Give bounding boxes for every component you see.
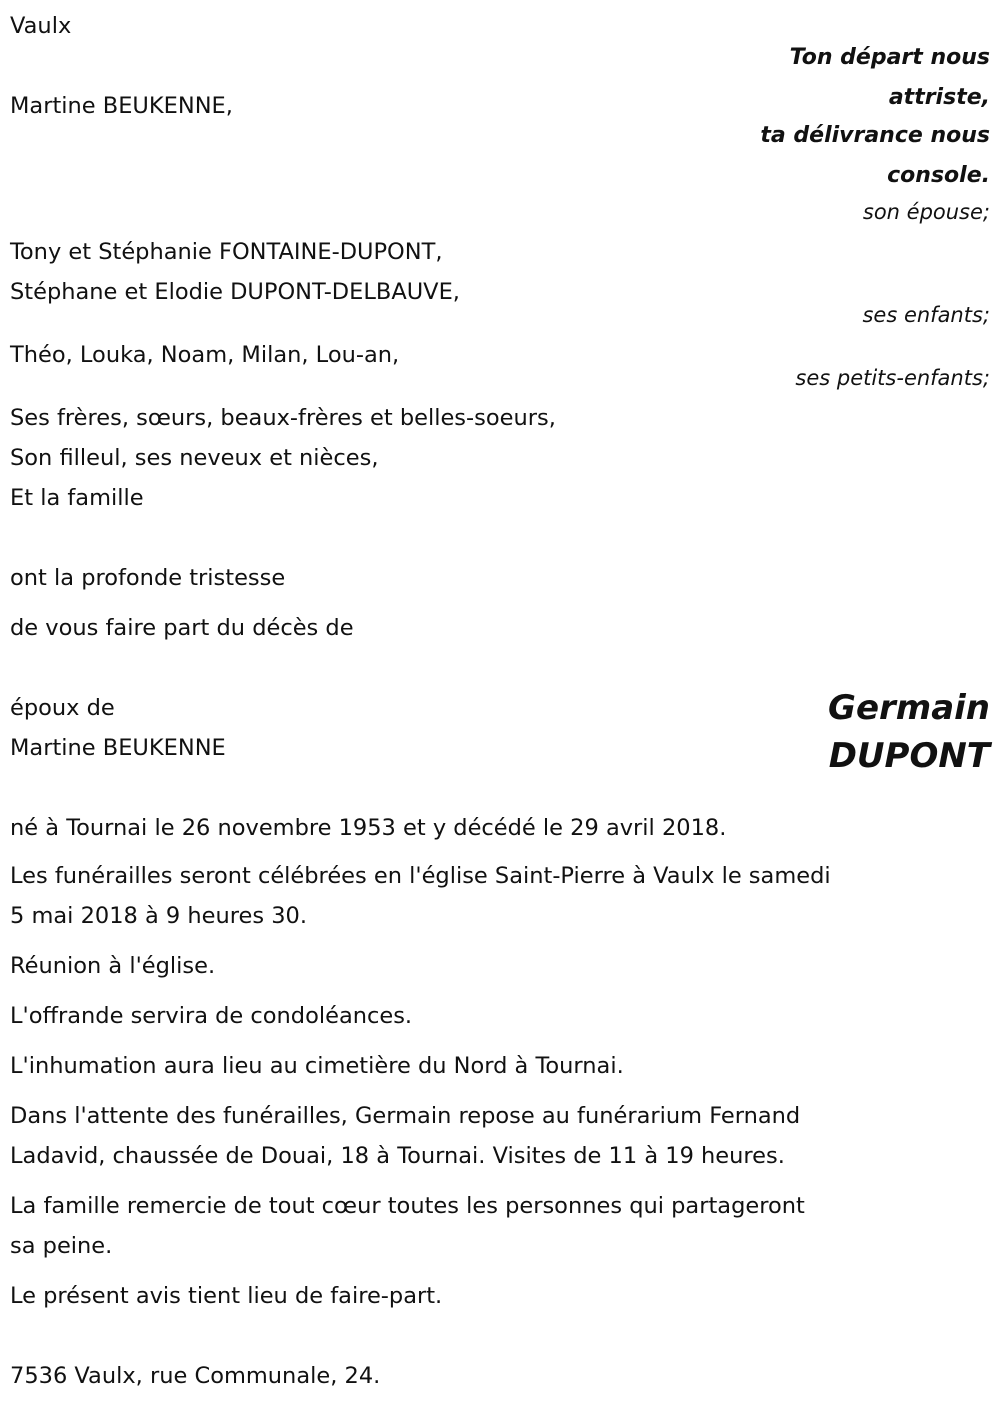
body-line: sa peine.	[10, 1233, 113, 1259]
family-name: Martine BEUKENNE,	[10, 93, 233, 119]
body-line: 5 mai 2018 à 9 heures 30.	[10, 903, 308, 929]
body-line: Dans l'attente des funérailles, Germain repose au funérarium Fernand	[10, 1103, 801, 1129]
deceased-first-name: Germain	[828, 688, 990, 728]
quote-line: Ton départ nous	[789, 45, 990, 70]
family-name: Théo, Louka, Noam, Milan, Lou-an,	[10, 342, 400, 368]
family-relation: ses petits-enfants;	[795, 366, 990, 390]
quote-line: console.	[887, 163, 990, 188]
body-line: Ladavid, chaussée de Douai, 18 à Tournai. Visites de 11 à 19 heures.	[10, 1143, 785, 1169]
place-header: Vaulx	[10, 13, 72, 39]
quote-line: ta délivrance nous	[760, 123, 990, 148]
body-line: L'inhumation aura lieu au cimetière du Nord à Tournai.	[10, 1053, 624, 1079]
extended-family-line: Son filleul, ses neveux et nièces,	[10, 445, 379, 471]
body-line: Réunion à l'église.	[10, 953, 216, 979]
body-line: L'offrande servira de condoléances.	[10, 1003, 413, 1029]
address: 7536 Vaulx, rue Communale, 24.	[10, 1363, 381, 1389]
body-line: Les funérailles seront célébrées en l'église Saint-Pierre à Vaulx le samedi	[10, 863, 831, 889]
announcement-line: de vous faire part du décès de	[10, 615, 354, 641]
quote-line: attriste,	[888, 85, 990, 110]
extended-family-line: Et la famille	[10, 485, 144, 511]
deceased-last-name: DUPONT	[828, 736, 990, 776]
extended-family-line: Ses frères, sœurs, beaux-frères et belles-soeurs,	[10, 405, 556, 431]
body-line: La famille remercie de tout cœur toutes les personnes qui partageront	[10, 1193, 805, 1219]
family-relation: son épouse;	[862, 200, 990, 224]
family-name: Stéphane et Elodie DUPONT-DELBAUVE,	[10, 279, 460, 305]
spouse-of-line: Martine BEUKENNE	[10, 735, 226, 761]
body-line: Le présent avis tient lieu de faire-part.	[10, 1283, 443, 1309]
body-line: né à Tournai le 26 novembre 1953 et y décédé le 29 avril 2018.	[10, 815, 727, 841]
family-relation: ses enfants;	[862, 303, 990, 327]
spouse-of-line: époux de	[10, 695, 115, 721]
family-name: Tony et Stéphanie FONTAINE-DUPONT,	[10, 239, 443, 265]
announcement-line: ont la profonde tristesse	[10, 565, 286, 591]
